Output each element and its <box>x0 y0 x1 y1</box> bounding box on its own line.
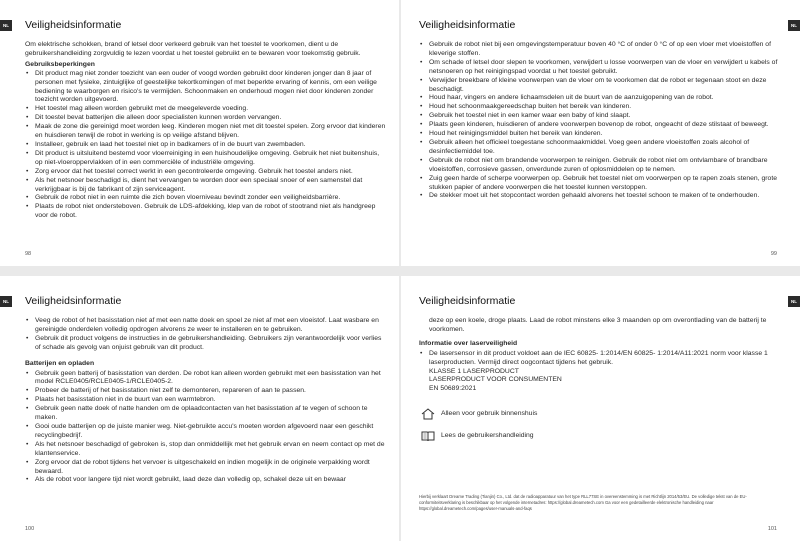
list-item: • Gebruik de robot niet om brandende voorwerpen te reinigen. Gebruik de robot niet om ontvlambare of brandbare vloeistoffen, corrosieve gassen, onverdunde zuren of oplosmiddelen op te nemen. <box>419 157 787 175</box>
list-item: • De lasersensor in dit product voldoet aan de IEC 60825- 1:2014/EN 60825- 1:2014/A11:2021 norm voor klasse 1 laserproducten. Vermijd direct oogcontact tijdens het gebruik. <box>419 350 787 368</box>
language-tab: NL <box>0 296 12 307</box>
page-title: Veiligheidsinformatie <box>419 295 516 307</box>
page-body <box>419 41 787 201</box>
page-title: Veiligheidsinformatie <box>419 19 516 31</box>
manual-page-101 <box>401 276 800 541</box>
page-title: Veiligheidsinformatie <box>25 19 122 31</box>
list-item: • Plaats geen kinderen, huisdieren of andere voorwerpen bovenop de robot, ongeacht of deze stilstaat of beweegt. <box>419 121 787 130</box>
list-item: • Als het netsnoer beschadigd is, dient het vervangen te worden door een speciaal snoer of een samenstel dat verkrijgbaar is bij de fabrikant of zijn serviceagent. <box>25 177 387 195</box>
page-number: 99 <box>770 251 777 257</box>
section-heading: Gebruiksbeperkingen <box>25 60 95 68</box>
list-item: • Dit product mag niet zonder toezicht van een ouder of voogd worden gebruikt door kinderen jonger dan 8 jaar of personen met fysieke, zintuiglijke of geestelijke tekortkomingen of met beperkte ervaring of kennis, om een veilige bediening te waarborgen en risico's te vermijden. Schoonmaken en onderhoud mogen niet door kinderen zonder toezicht worden uitgevoerd. <box>25 70 387 106</box>
list-item: • Als het netsnoer beschadigd of gebroken is, stop dan onmiddellijk met het gebruik ervan en neem contact op met de klantenservice. <box>25 441 387 459</box>
bullet-list <box>25 317 387 353</box>
manual-page-98 <box>0 0 399 266</box>
list-item: • Zorg ervoor dat het toestel correct werkt in een gecontroleerde omgeving. Gebruik het toestel anders niet. <box>25 168 387 177</box>
laser-class-block <box>419 368 787 395</box>
intro-paragraph: Om elektrische schokken, brand of letsel door verkeerd gebruik van het toestel te voorkomen, dient u de gebruikershandleiding zorgvuldig te lezen voordat u het toestel gebruikt en te bewaren voor toekomstig gebruik. <box>25 41 361 57</box>
list-item: • Gebruik geen natte doek of natte handen om de oplaadcontacten van het basisstation af te vegen of schoon te maken. <box>25 405 387 423</box>
list-item: • Dit product is uitsluitend bestemd voor vloerreiniging in een huishoudelijke omgeving. Gebruik het niet buitenshuis, op niet-vloeroppervlakken of in een commerciële of industriële omgeving. <box>25 150 387 168</box>
list-item: • Houd het schoonmaakgereedschap buiten het bereik van kinderen. <box>419 103 787 112</box>
list-item: • Maak de zone die gereinigd moet worden leeg. Kinderen mogen niet met dit toestel spelen. Zorg ervoor dat kinderen en huisdieren terwijl de robot in werking is op veilige afstand blijven. <box>25 123 387 141</box>
list-item: • Gebruik het toestel niet in een kamer waar een baby of kind slaapt. <box>419 112 787 121</box>
indoor-use-row <box>419 406 787 422</box>
list-item: • Verwijder breekbare of kleine voorwerpen van de vloer om te voorkomen dat de robot er tegenaan stoot en deze beschadigt. <box>419 77 787 95</box>
list-item: • Om schade of letsel door slepen te voorkomen, verwijdert u losse voorwerpen van de vloer en verwijdert u kabels of netsnoeren op het reinigingspad voordat u het toestel gebruikt. <box>419 59 787 77</box>
list-item: • Installeer, gebruik en laad het toestel niet op in badkamers of in de buurt van zwembaden. <box>25 141 387 150</box>
language-tab: NL <box>0 20 12 31</box>
section-heading: Informatie over laserveiligheid <box>419 339 518 347</box>
language-tab: NL <box>788 296 800 307</box>
page-body <box>25 41 387 221</box>
bullet-list <box>25 370 387 486</box>
list-item: • Houd het reinigingsmiddel buiten het bereik van kinderen. <box>419 130 787 139</box>
list-item: • Plaats de robot niet ondersteboven. Gebruik de LDS-afdekking, klep van de robot of stootrand niet als handgreep voor de robot. <box>25 203 387 221</box>
laser-line: LASERPRODUCT VOOR CONSUMENTEN <box>429 376 562 384</box>
bullet-list <box>419 350 787 368</box>
list-item: • Houd haar, vingers en andere lichaamsdelen uit de buurt van de aanzuigopening van de robot. <box>419 94 787 103</box>
open-book-icon <box>421 430 435 442</box>
list-item: • Gebruik alleen het officieel toegestane schoonmaakmiddel. Voeg geen andere vloeistoffen zoals alcohol of desinfectiemiddel toe. <box>419 139 787 157</box>
list-item: • Gebruik de robot niet bij een omgevingstemperatuur boven 40 °C of onder 0 °C of op een vloer met vloeistoffen of kleverige stoffen. <box>419 41 787 59</box>
page-number: 98 <box>25 251 32 257</box>
icon-label: Alleen voor gebruik binnenshuis <box>441 409 538 417</box>
list-item: • Dit toestel bevat batterijen die alleen door specialisten kunnen worden vervangen. <box>25 114 387 123</box>
section-heading: Batterijen en opladen <box>25 359 95 367</box>
house-icon <box>421 408 435 420</box>
page-title: Veiligheidsinformatie <box>25 295 122 307</box>
list-item: • Probeer de batterij of het basisstation niet zelf te demonteren, repareren of aan te passen. <box>25 387 387 396</box>
list-item: • Plaats het basisstation niet in de buurt van een warmtebron. <box>25 396 387 405</box>
list-item: • Zorg ervoor dat de robot tijdens het vervoer is uitgeschakeld en indien mogelijk in de originele verpakking wordt bewaard. <box>25 459 387 477</box>
bullet-list <box>419 41 787 201</box>
read-manual-row <box>419 428 787 444</box>
list-item: • Zuig geen harde of scherpe voorwerpen op. Gebruik het toestel niet om voorwerpen op te rapen zoals stenen, grote stukken papier of andere voorwerpen die het toestel kunnen verstoppen. <box>419 175 787 193</box>
list-item: • Gebruik dit product volgens de instructies in de gebruikershandleiding. Gebruikers zijn verantwoordelijk voor verlies of schade als gevolg van onjuist gebruik van dit product. <box>25 335 387 353</box>
page-body <box>25 317 387 485</box>
manual-page-99 <box>401 0 800 266</box>
page-number: 100 <box>25 526 35 532</box>
list-item: • Het toestel mag alleen worden gebruikt met de meegeleverde voeding. <box>25 105 387 114</box>
list-item: • Gebruik geen batterij of basisstation van derden. De robot kan alleen worden gebruikt met een basisstation van het model RCLE0405/RCLE0405-1/RCLE0405-2. <box>25 370 387 388</box>
laser-line: EN 50689:2021 <box>429 385 477 393</box>
manual-page-100 <box>0 276 399 541</box>
continuation-paragraph: deze op een koele, droge plaats. Laad de robot minstens elke 3 maanden op om overontlading van de batterij te voorkomen. <box>429 317 767 333</box>
declaration-footnote: Hierbij verklaart Dreame Trading (Tianjin) Co., Ltd. dat de radioapparatuur van het type RLL77SE in overeenstemming is met Richtlijn 2014/53/EU. De volledige tekst van de EU-conformiteitsverklaring is beschikbaar op het volgende internetadres: https://global.dreametech.com Ga voor een gedetailleerde elektronische handleiding naar https://global.dreametech.com/pages/user-manuals-and-faqs <box>419 494 747 511</box>
list-item: • Gebruik de robot niet in een ruimte die zich boven vloerniveau bevindt zonder een veiligheidsbarrière. <box>25 194 387 203</box>
language-tab: NL <box>788 20 800 31</box>
bullet-list <box>25 70 387 221</box>
list-item: • Gooi oude batterijen op de juiste manier weg. Niet-gebruikte accu's moeten worden afgevoerd naar een geschikt recyclingbedrijf. <box>25 423 387 441</box>
list-item: • Als de robot voor langere tijd niet wordt gebruikt, laad deze dan volledig op, schakel deze uit en bewaar <box>25 476 387 485</box>
list-item: • Veeg de robot of het basisstation niet af met een natte doek en spoel ze niet af met een vloeistof. Laat wasbare en gereinigde onderdelen volledig opdrogen alvorens ze weer te installeren en te gebruiken. <box>25 317 387 335</box>
icon-label: Lees de gebruikershandleiding <box>441 431 534 439</box>
page-body <box>419 317 787 444</box>
page-number: 101 <box>767 526 777 532</box>
laser-line: KLASSE 1 LASERPRODUCT <box>429 367 519 375</box>
list-item: • De stekker moet uit het stopcontact worden gehaald alvorens het toestel schoon te maken of te onderhouden. <box>419 192 787 201</box>
